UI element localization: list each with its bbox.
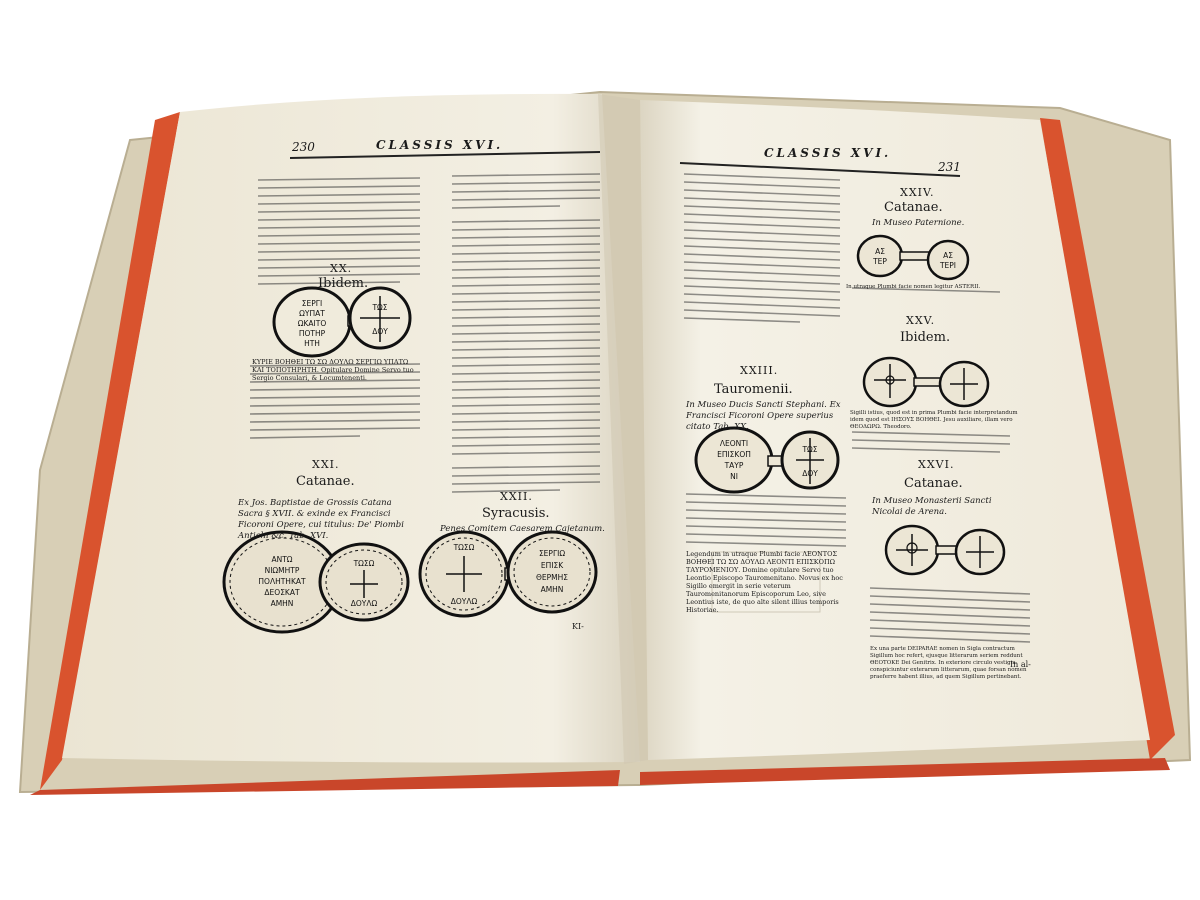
svg-text:ΤΑΥΡ: ΤΑΥΡ: [724, 461, 744, 470]
seal-xxvi-caption: In Museo Monasterii Sancti Nicolai de Arena.: [872, 496, 992, 517]
seal-xxii-number: XXII.: [500, 490, 533, 503]
svg-text:ΗΤΗ: ΗΤΗ: [304, 339, 320, 348]
svg-text:ΑΜΗΝ: ΑΜΗΝ: [540, 585, 564, 594]
svg-text:ΝΙ: ΝΙ: [730, 472, 738, 481]
seal-xxi-caption: Ex Jos. Baptistae de Grossis Catana Sacra § XVII. & exinde ex Francisci Ficoroni Opere, cui titulus: De' Piombi Antichi &c. Tab. XVI.: [238, 498, 404, 541]
seal-xx-legend: ΚΥΡΙΕ ΒΟΗΘΕΙ ΤΩ ΣΩ ΔΟΥΛΩ ΣΕΡΓΙΩ ΥΠΑΤΩ ΚΑΙ ΤΟΠΟΤΗΡΗΤΗ. Opitulare Domine Servo tuo Sergio Consulari, & Locumtenenti.: [252, 358, 414, 382]
left-page-number: 230: [292, 140, 315, 154]
svg-text:ΔΕΟΣΚΑΤ: ΔΕΟΣΚΑΤ: [264, 588, 300, 597]
seal-xxii-place: Syracusis.: [482, 506, 550, 521]
seal-xxiii-place: Tauromenii.: [714, 382, 793, 397]
svg-text:ΛΕΟΝΤΙ: ΛΕΟΝΤΙ: [719, 439, 749, 448]
svg-text:ΩΥΠΑΤ: ΩΥΠΑΤ: [299, 309, 325, 318]
svg-text:ΠΟΤΗΡ: ΠΟΤΗΡ: [298, 329, 326, 338]
seal-xx-number: XX.: [330, 262, 353, 275]
seal-xx-place: Ibidem.: [318, 276, 369, 291]
svg-text:ΔΟΥ: ΔΟΥ: [802, 469, 818, 478]
left-running-head: CLASSIS XVI.: [376, 138, 504, 152]
seal-xxv-number: XXV.: [906, 314, 936, 327]
seal-xxiv-legend: In utraque Plumbi facie nomen legitur ASTERII.: [846, 284, 981, 290]
svg-text:ΑΣ: ΑΣ: [875, 247, 885, 256]
svg-text:ΝΙΩΜΗΤΡ: ΝΙΩΜΗΤΡ: [264, 566, 300, 575]
svg-text:ΣΕΡΓΙΩ: ΣΕΡΓΙΩ: [538, 549, 566, 558]
svg-text:ΣΕΡΓΙ: ΣΕΡΓΙ: [301, 299, 323, 308]
svg-text:ΕΠΙΣΚΟΠ: ΕΠΙΣΚΟΠ: [717, 450, 751, 459]
seal-xxvi-number: XXVI.: [918, 458, 955, 471]
seal-xxiii-caption: In Museo Ducis Sancti Stephani. Ex Francisci Ficoroni Opere superius citato Tab. XX.: [686, 400, 841, 432]
svg-text:ΔΟΥ: ΔΟΥ: [372, 327, 388, 336]
seal-xxvi-legend: Ex una parte DEIPARAE nomen in Sigla contractum Sigillum hoc refert, ejusque litterarum seriem reddunt ΘΕΟΤΟΚΕ Dei Genitrix. In exteriore circulo vestigia conspiciuntur exterarum litterarum, quae forsan nomen praeferre habent illius, ad quem Sigillum pertinebant.: [870, 646, 1027, 680]
seal-xxiii-number: XXIII.: [740, 364, 779, 377]
right-running-head: CLASSIS XVI.: [764, 146, 892, 160]
right-page-number: 231: [938, 160, 961, 174]
seal-xxv-legend: Sigilli istius, quod est in prima Plumbi facie interpretandum idem quod est ΙΗΣΟΥΣ ΒΟΗΘΕΙ. Jesu auxiliare, illam vero ΘΕΟΔΩΡΩ. Theodoro.: [850, 410, 1018, 430]
svg-text:ΤΩΣΩ: ΤΩΣΩ: [353, 559, 375, 568]
svg-text:ΤΩΣ: ΤΩΣ: [372, 303, 388, 312]
seal-xxiii-legend: Legendum in utraque Plumbi facie ΛΕΟΝΤΟΣ ΒΟΗΘΕΙ ΤΩ ΣΩ ΔΟΥΛΩ ΛΕΟΝΤΙ ΕΠΙΣΚΟΠΩ ΤΑΥΡΟΜΕΝΙΟΥ. Domine opitulare Servo tuo Leontio Episcopo Tauromenitano. Novus ex hoc Sigillo emergit in serie veterum Tauromenitanorum Episcoporum Leo, sive Leontius iste, de quo alte silent illius temporis Historiae.: [686, 550, 843, 614]
svg-text:ΑΝΤΩ: ΑΝΤΩ: [271, 555, 293, 564]
seal-xxii-caption: Penes Comitem Caesarem Cajetanum.: [440, 524, 605, 534]
left-catchword: KI-: [572, 622, 584, 631]
svg-text:ΤΩΣ: ΤΩΣ: [802, 445, 818, 454]
seal-xxvi-place: Catanae.: [904, 476, 963, 491]
right-catchword: In al-: [1010, 660, 1031, 669]
svg-text:ΑΣ: ΑΣ: [943, 251, 953, 260]
seal-xxiv-number: XXIV.: [900, 186, 935, 199]
svg-text:ΤΕΡ: ΤΕΡ: [873, 257, 887, 266]
svg-text:ΔΟΥΛΩ: ΔΟΥΛΩ: [350, 599, 378, 608]
seal-xxiv-caption: In Museo Paternione.: [872, 218, 965, 228]
svg-text:ΩΚΑΙΤΟ: ΩΚΑΙΤΟ: [297, 319, 327, 328]
seal-xxi-place: Catanae.: [296, 474, 355, 489]
seal-xxv-place: Ibidem.: [900, 330, 951, 345]
svg-text:ΤΩΣΩ: ΤΩΣΩ: [453, 543, 475, 552]
svg-text:ΘΕΡΜΗΣ: ΘΕΡΜΗΣ: [535, 573, 569, 582]
seal-xxiv-place: Catanae.: [884, 200, 943, 215]
svg-text:ΤΕΡΙ: ΤΕΡΙ: [939, 261, 957, 270]
svg-text:ΔΟΥΛΩ: ΔΟΥΛΩ: [450, 597, 478, 606]
svg-text:ΕΠΙΣΚ: ΕΠΙΣΚ: [540, 561, 564, 570]
svg-text:ΠΟΛΗΤΗΚΑΤ: ΠΟΛΗΤΗΚΑΤ: [258, 577, 306, 586]
svg-text:ΑΜΗΝ: ΑΜΗΝ: [270, 599, 294, 608]
seal-xxi-number: XXI.: [312, 458, 340, 471]
seal-xxi: [224, 532, 408, 632]
